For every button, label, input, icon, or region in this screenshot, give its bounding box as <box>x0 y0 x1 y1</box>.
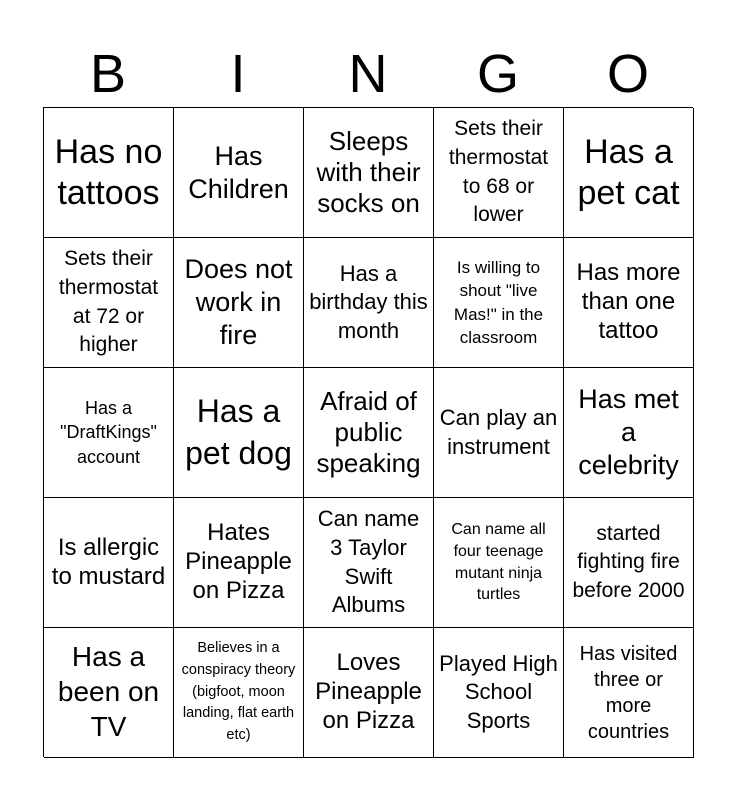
bingo-cell[interactable] <box>174 628 304 758</box>
bingo-cell[interactable] <box>434 238 564 368</box>
cell-text: Sets their thermostat at 72 or higher <box>58 247 159 357</box>
bingo-grid <box>43 107 693 757</box>
bingo-cell[interactable] <box>564 628 694 758</box>
cell-text: Has a pet cat <box>577 132 680 212</box>
bingo-cell[interactable] <box>174 238 304 368</box>
header-letter-g: G <box>476 44 519 104</box>
header-letter-b: B <box>89 44 127 104</box>
cell-text: Afraid of public speaking <box>316 385 421 479</box>
cell-text: Has more than one tattoo <box>576 259 681 344</box>
bingo-header <box>43 40 693 108</box>
bingo-cell[interactable] <box>44 368 174 498</box>
cell-text: Has met a celebrity <box>578 384 679 480</box>
bingo-cell[interactable] <box>174 368 304 498</box>
bingo-cell[interactable] <box>434 108 564 238</box>
bingo-cell[interactable] <box>564 108 694 238</box>
cell-text: Loves Pineapple on Pizza <box>315 649 422 734</box>
cell-text: Has visited three or more countries <box>579 642 678 743</box>
cell-text: Can play an instrument <box>439 404 558 459</box>
bingo-cell[interactable] <box>174 498 304 628</box>
cell-text: Sleeps with their socks on <box>316 125 421 219</box>
cell-text: Has no tattoos <box>54 132 163 212</box>
bingo-cell[interactable] <box>44 628 174 758</box>
cell-text: Is allergic to mustard <box>51 533 166 590</box>
bingo-cell[interactable] <box>44 108 174 238</box>
header-letter-i: I <box>230 44 246 104</box>
bingo-cell[interactable] <box>564 498 694 628</box>
bingo-cell[interactable] <box>564 368 694 498</box>
cell-text: Has a "DraftKings" account <box>60 398 157 467</box>
bingo-cell[interactable] <box>304 368 434 498</box>
bingo-cell[interactable] <box>304 238 434 368</box>
cell-text: Believes in a conspiracy theory (bigfoot, moon landing, flat earth etc) <box>181 640 296 744</box>
bingo-cell[interactable] <box>564 238 694 368</box>
bingo-cell[interactable] <box>304 108 434 238</box>
cell-text: Hates Pineapple on Pizza <box>185 519 292 604</box>
bingo-cell[interactable] <box>434 498 564 628</box>
cell-text: Is willing to shout "live Mas!" in the classroom <box>453 257 544 347</box>
header-letter-o: O <box>606 44 649 104</box>
bingo-cell[interactable] <box>434 368 564 498</box>
header-letter-n: N <box>348 44 388 104</box>
cell-text: started fighting fire before 2000 <box>572 521 685 602</box>
cell-text: Can name all four teenage mutant ninja turtles <box>451 521 546 604</box>
bingo-cell[interactable] <box>304 498 434 628</box>
bingo-cell[interactable] <box>174 108 304 238</box>
cell-text: Played High School Sports <box>439 650 558 733</box>
cell-text: Has a birthday this month <box>309 260 428 343</box>
bingo-cell[interactable] <box>304 628 434 758</box>
cell-text: Does not work in fire <box>184 254 293 350</box>
cell-text: Has Children <box>188 140 289 204</box>
cell-text: Has a pet dog <box>185 392 292 471</box>
cell-text: Has a been on TV <box>57 641 160 742</box>
cell-text: Sets their thermostat to 68 or lower <box>448 117 549 227</box>
bingo-cell[interactable] <box>44 498 174 628</box>
bingo-cell[interactable] <box>44 238 174 368</box>
bingo-cell[interactable] <box>434 628 564 758</box>
cell-text: Can name 3 Taylor Swift Albums <box>317 506 420 618</box>
